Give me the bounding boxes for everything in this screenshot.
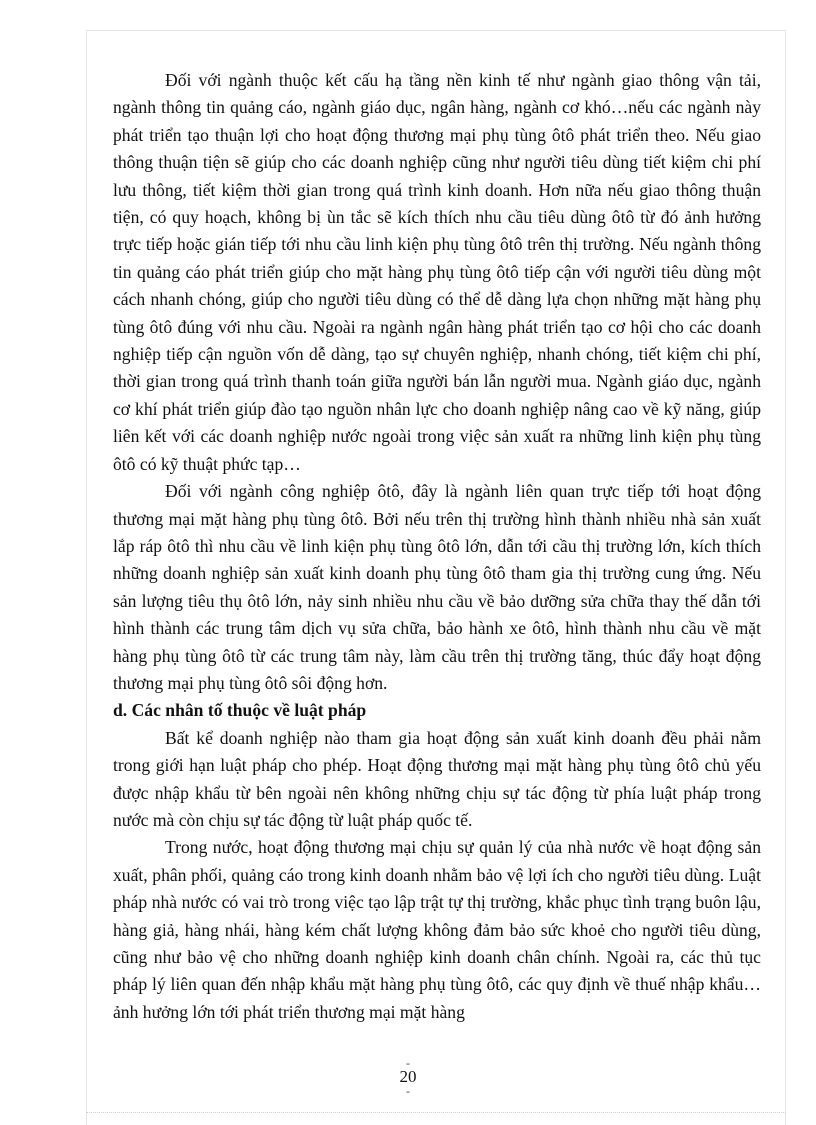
- footer-dash-bottom: -: [406, 1084, 410, 1098]
- paragraph-legal-limits: Bất kể doanh nghiệp nào tham gia hoạt động sản xuất kinh doanh đều phải nằm trong giới hạn luật pháp cho phép. Hoạt động thương mại mặt hàng phụ tùng ôtô chủ yếu được nhập khẩu từ bên ngoài nên không những chịu sự tác động từ phía luật pháp trong nước mà còn chịu sự tác động từ luật pháp quốc tế.: [113, 727, 761, 830]
- page-number: 20: [399, 1067, 417, 1086]
- paragraph-infrastructure: Đối với ngành thuộc kết cấu hạ tầng nền kinh tế như ngành giao thông vận tải, ngành thông tin quảng cáo, ngành giáo dục, ngân hàng, ngành cơ khó…nếu các ngành này phát triển tạo thuận lợi cho hoạt động thương mại phụ tùng ôtô phát triển theo. Nếu giao thông thuận tiện sẽ giúp cho các doanh nghiệp cũng như người tiêu dùng tiết kiệm chi phí lưu thông, tiết kiệm thời gian trong quá trình kinh doanh. Hơn nữa nếu giao thông thuận tiện, có quy hoạch, không bị ùn tắc sẽ kích thích nhu cầu tiêu dùng ôtô từ đó ảnh hưởng trực tiếp hoặc gián tiếp tới nhu cầu linh kiện phụ tùng ôtô trên thị trường. Nếu ngành thông tin quảng cáo phát triển giúp cho mặt hàng phụ tùng ôtô tiếp cận với người tiêu dùng một cách nhanh chóng, giúp cho người tiêu dùng có thể dễ dàng lựa chọn những mặt hàng phụ tùng ôtô đúng với nhu cầu. Ngoài ra ngành ngân hàng phát triển tạo cơ hội cho các doanh nghiệp tiếp cận nguồn vốn dễ dàng, tạo sự chuyên nghiệp, nhanh chóng, tiết kiệm chi phí, thời gian trong quá trình thanh toán giữa người bán lẫn người mua. Ngành giáo dục, ngành cơ khí phát triển giúp đào tạo nguồn nhân lực cho doanh nghiệp nâng cao về kỹ năng, giúp liên kết với các doanh nghiệp nước ngoài trong việc sản xuất ra những linh kiện phụ tùng ôtô có kỹ thuật phức tạp…: [113, 70, 761, 474]
- page-footer: [0, 1058, 816, 1096]
- paragraph-auto-industry: Đối với ngành công nghiệp ôtô, đây là ngành liên quan trực tiếp tới hoạt động thương mại mặt hàng phụ tùng ôtô. Bởi nếu trên thị trường hình thành nhiều nhà sản xuất lắp ráp ôtô thì nhu cầu về linh kiện phụ tùng ôtô lớn, dẫn tới cầu thị trường lớn, kích thích những doanh nghiệp sản xuất kinh doanh phụ tùng ôtô tham gia thị trường cung ứng. Nếu sản lượng tiêu thụ ôtô lớn, nảy sinh nhiều nhu cầu về bảo dưỡng sửa chữa thay thế dẫn tới hình thành các trung tâm dịch vụ sửa chữa, bảo hành xe ôtô, hình thành nhu cầu về mặt hàng phụ tùng ôtô từ các trung tâm này, làm cầu trên thị trường tăng, thúc đẩy hoạt động thương mại phụ tùng ôtô sôi động hơn.: [113, 481, 761, 693]
- footer-dash-top: -: [406, 1056, 410, 1070]
- document-body: [113, 67, 761, 1026]
- footer-divider: [86, 1112, 786, 1113]
- section-heading-legal-factors: d. Các nhân tố thuộc về luật pháp: [113, 700, 367, 721]
- paragraph-domestic-law: Trong nước, hoạt động thương mại chịu sự quản lý của nhà nước về hoạt động sản xuất, phân phối, quảng cáo trong kinh doanh nhằm bảo vệ lợi ích cho người tiêu dùng. Luật pháp nhà nước có vai trò trong việc tạo lập trật tự thị trường, khắc phục tình trạng buôn lậu, hàng giả, hàng nhái, hàng kém chất lượng không đảm bảo sức khoẻ cho người tiêu dùng, cũng như bảo vệ cho những doanh nghiệp kinh doanh chân chính. Ngoài ra, các thủ tục pháp lý liên quan đến nhập khẩu mặt hàng phụ tùng ôtô, các quy định về thuế nhập khẩu… ảnh hưởng lớn tới phát triển thương mại mặt hàng: [113, 837, 761, 1022]
